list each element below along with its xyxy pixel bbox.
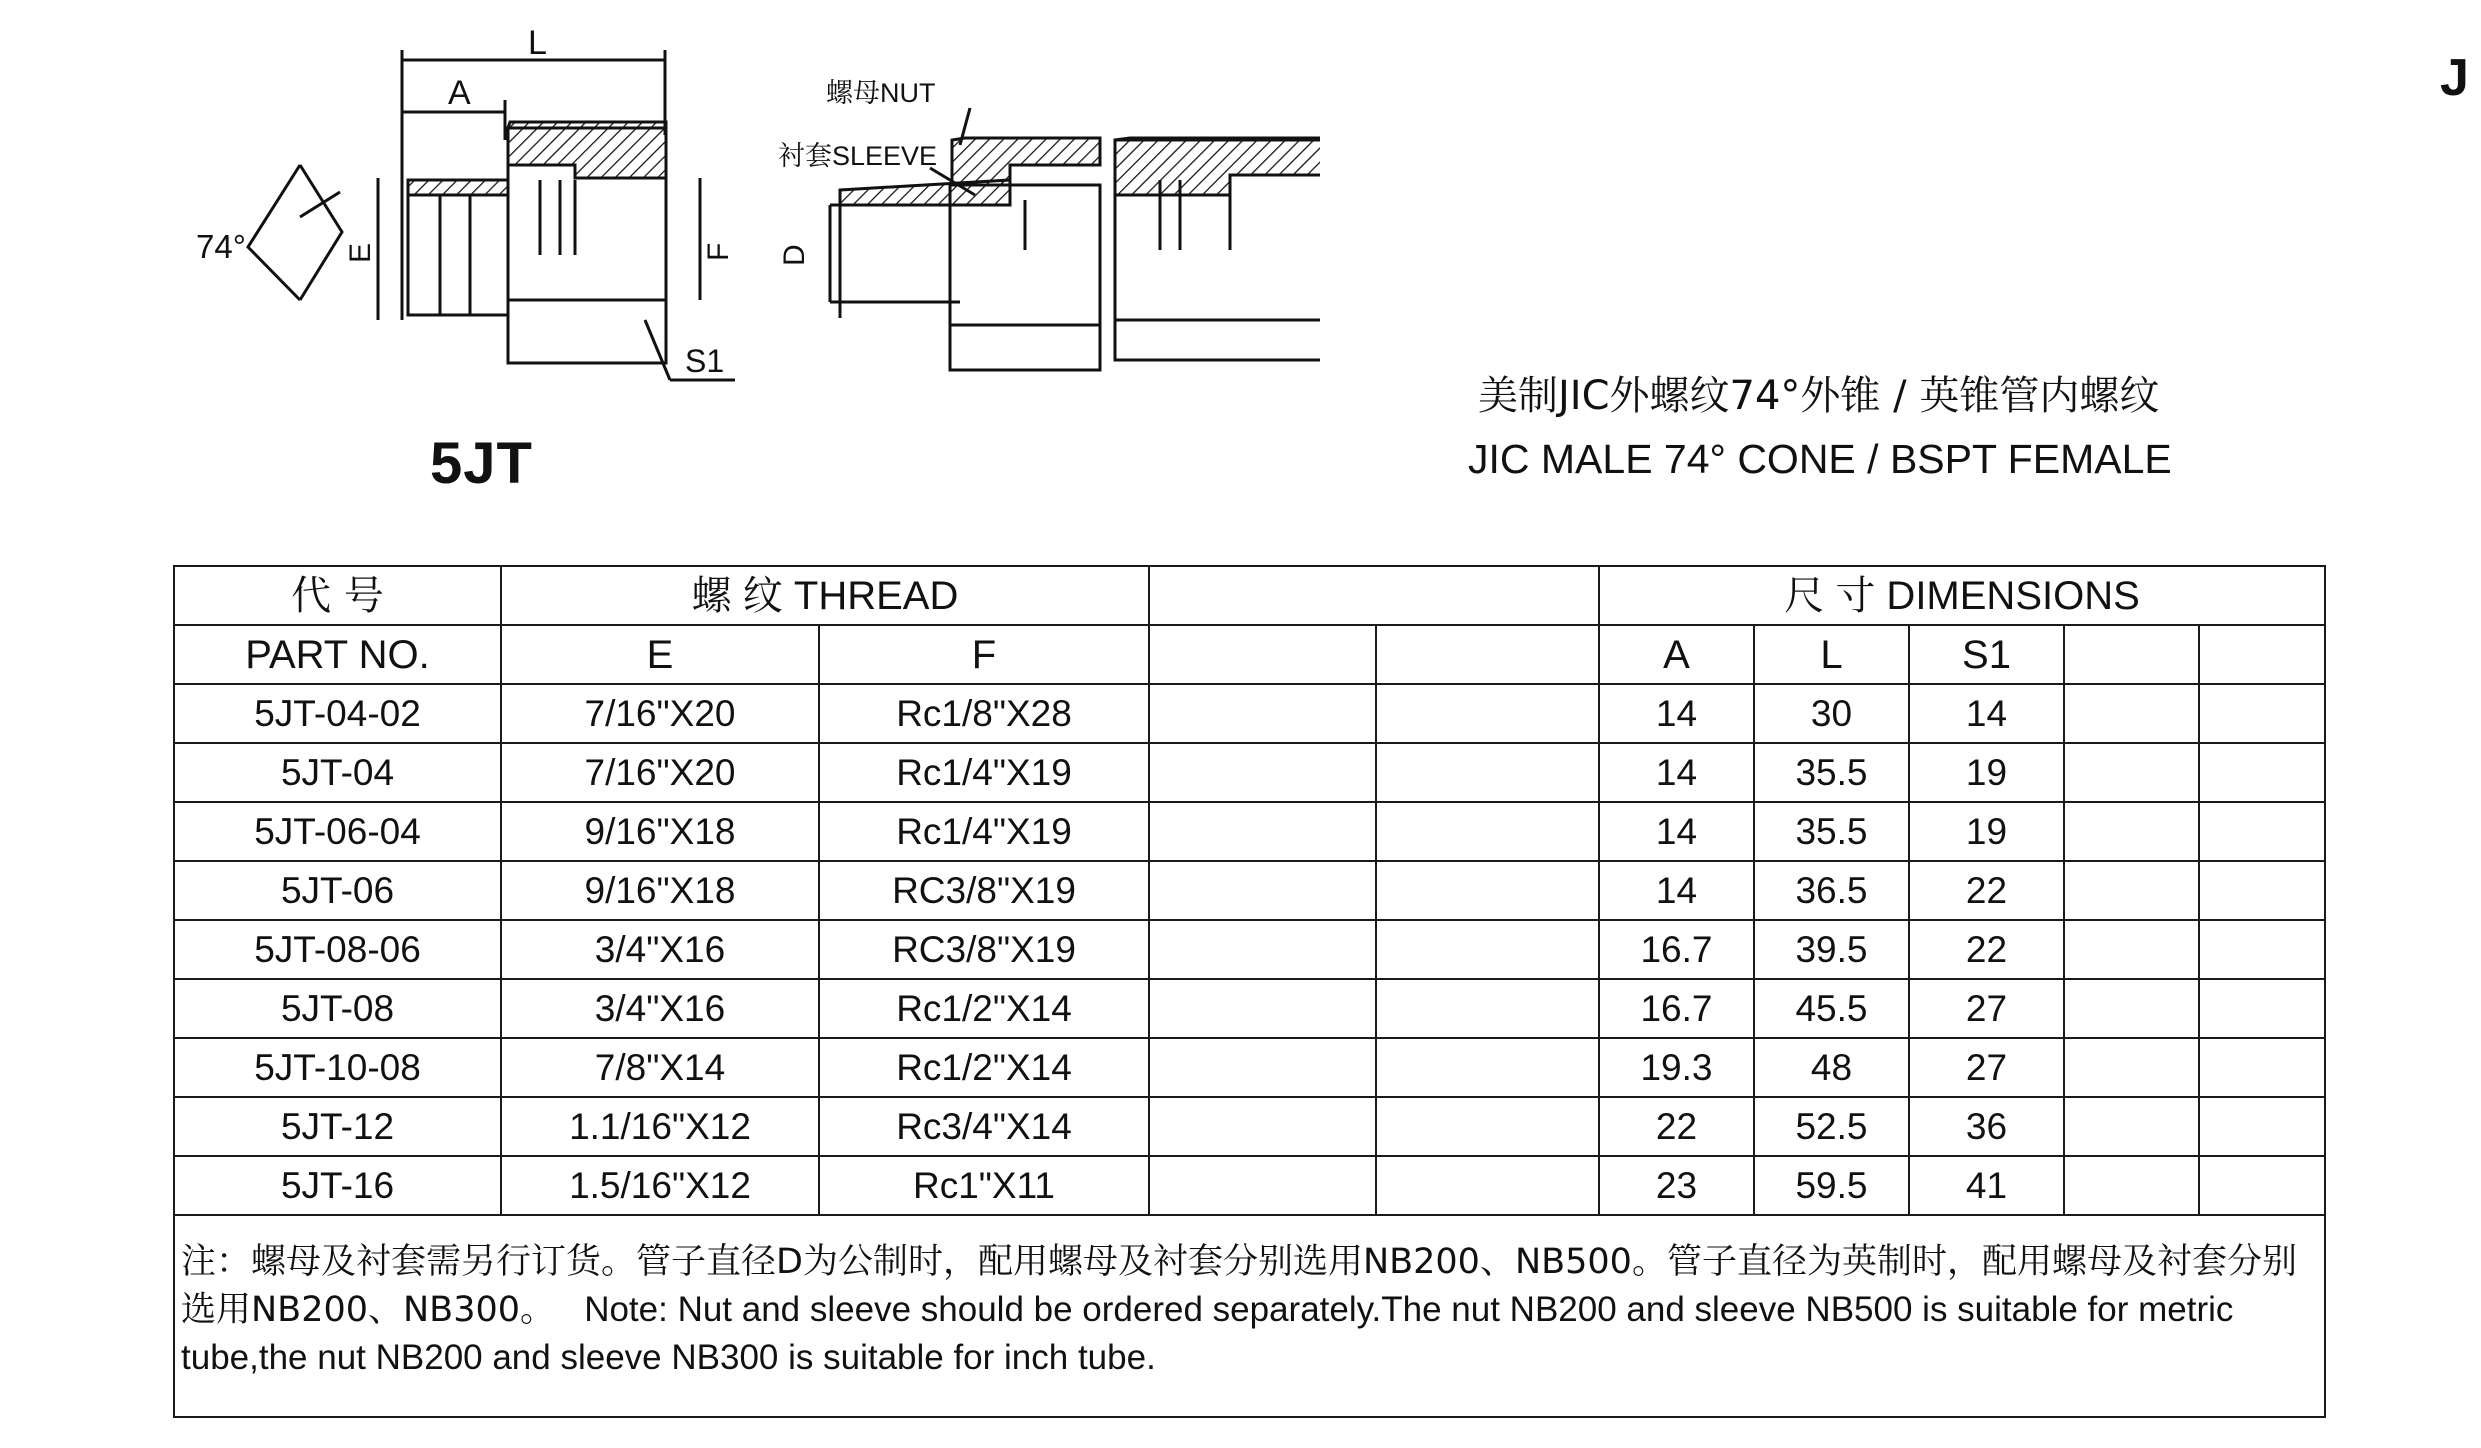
cell-blank (2199, 920, 2325, 979)
table-row (174, 1156, 2325, 1215)
cell-a: 14 (1599, 802, 1754, 861)
cell-a: 14 (1599, 684, 1754, 743)
cell-blank (2064, 802, 2199, 861)
cell-s1: 19 (1909, 802, 2064, 861)
table-row (174, 743, 2325, 802)
cell-blank (1376, 920, 1599, 979)
sleeve-label: 衬套SLEEVE (778, 141, 938, 171)
cell-e: 9/16"X18 (501, 861, 819, 920)
dim-label-e: E (344, 242, 377, 263)
cell-l: 35.5 (1754, 802, 1909, 861)
cell-e: 9/16"X18 (501, 802, 819, 861)
cell-s1: 19 (1909, 743, 2064, 802)
cell-blank (2199, 1097, 2325, 1156)
cell-l: 59.5 (1754, 1156, 1909, 1215)
header-blank-4 (2199, 625, 2325, 684)
cell-part: 5JT-04-02 (174, 684, 501, 743)
cell-blank (2064, 1097, 2199, 1156)
table-row (174, 1097, 2325, 1156)
cell-blank (2064, 684, 2199, 743)
cell-blank (1376, 743, 1599, 802)
cell-blank (2064, 920, 2199, 979)
dim-label-l: L (528, 24, 547, 62)
cell-blank (1376, 1156, 1599, 1215)
header-dimensions: 尺 寸 DIMENSIONS (1599, 566, 2325, 625)
table-header-row-2 (174, 625, 2325, 684)
header-blank-1 (1149, 625, 1376, 684)
cell-l: 35.5 (1754, 743, 1909, 802)
header-col-e: E (501, 625, 819, 684)
cell-e: 7/8"X14 (501, 1038, 819, 1097)
cell-l: 39.5 (1754, 920, 1909, 979)
dim-label-s1: S1 (685, 343, 725, 379)
header-col-f: F (819, 625, 1149, 684)
cell-e: 3/4"X16 (501, 920, 819, 979)
cell-f: RC3/8"X19 (819, 861, 1149, 920)
cell-s1: 27 (1909, 1038, 2064, 1097)
header-col-l: L (1754, 625, 1909, 684)
cell-a: 16.7 (1599, 920, 1754, 979)
cell-a: 22 (1599, 1097, 1754, 1156)
cell-blank (1149, 1156, 1376, 1215)
cell-s1: 27 (1909, 979, 2064, 1038)
cell-e: 3/4"X16 (501, 979, 819, 1038)
cell-blank (2199, 802, 2325, 861)
table-row (174, 802, 2325, 861)
table-note (174, 1215, 2325, 1417)
cell-part: 5JT-12 (174, 1097, 501, 1156)
cell-blank (1376, 1038, 1599, 1097)
cell-a: 14 (1599, 743, 1754, 802)
cell-f: Rc1"X11 (819, 1156, 1149, 1215)
cell-s1: 22 (1909, 920, 2064, 979)
table-row (174, 861, 2325, 920)
dim-label-a: A (448, 74, 471, 112)
cell-s1: 14 (1909, 684, 2064, 743)
cell-e: 7/16"X20 (501, 684, 819, 743)
fitting-drawing-5jt (0, 0, 760, 440)
cell-blank (1376, 802, 1599, 861)
header-col-a: A (1599, 625, 1754, 684)
header-part-cn: 代 号 (174, 566, 501, 625)
cell-s1: 41 (1909, 1156, 2064, 1215)
cell-f: Rc1/4"X19 (819, 743, 1149, 802)
cell-blank (1376, 684, 1599, 743)
table-row (174, 920, 2325, 979)
note-english: Note: Nut and sleeve should be ordered separately.The nut NB200 and sleeve NB500 is suitable for metric tube,the nut NB200 and sleeve NB300 is suitable for inch tube. (181, 1290, 2234, 1377)
cell-l: 36.5 (1754, 861, 1909, 920)
cell-l: 52.5 (1754, 1097, 1909, 1156)
title-english: JIC MALE 74° CONE / BSPT FEMALE (1468, 436, 2172, 482)
model-code: 5JT (430, 431, 533, 496)
cell-blank (1149, 802, 1376, 861)
cell-l: 30 (1754, 684, 1909, 743)
cell-blank (2064, 743, 2199, 802)
cell-l: 48 (1754, 1038, 1909, 1097)
table-header-row-1 (174, 566, 2325, 625)
cell-e: 7/16"X20 (501, 743, 819, 802)
section-letter: J (2440, 49, 2469, 107)
cell-f: Rc1/2"X14 (819, 1038, 1149, 1097)
dim-label-f: F (702, 242, 735, 261)
cell-blank (1376, 1097, 1599, 1156)
table-note-row (174, 1215, 2325, 1417)
header-empty (1149, 566, 1599, 625)
cell-blank (2064, 861, 2199, 920)
cell-part: 5JT-04 (174, 743, 501, 802)
cell-part: 5JT-16 (174, 1156, 501, 1215)
cell-blank (1149, 979, 1376, 1038)
table-row (174, 979, 2325, 1038)
nut-label: 螺母NUT (826, 78, 936, 108)
cell-e: 1.1/16"X12 (501, 1097, 819, 1156)
title-chinese: 美制JIC外螺纹74°外锥 / 英锥管内螺纹 (1478, 373, 2160, 419)
cell-f: RC3/8"X19 (819, 920, 1149, 979)
cell-blank (2064, 979, 2199, 1038)
cell-part: 5JT-08 (174, 979, 501, 1038)
cell-l: 45.5 (1754, 979, 1909, 1038)
header-part-en: PART NO. (174, 625, 501, 684)
cell-blank (1149, 920, 1376, 979)
cell-e: 1.5/16"X12 (501, 1156, 819, 1215)
header-col-s1: S1 (1909, 625, 2064, 684)
cell-part: 5JT-06 (174, 861, 501, 920)
note-chinese: 注：螺母及衬套需另行订货。管子直径D为公制时，配用螺母及衬套分别选用NB200、NB500。管子直径为英制时，配用螺母及衬套分别选用NB200、NB300。 (181, 1242, 2297, 1330)
cell-a: 16.7 (1599, 979, 1754, 1038)
cell-blank (1149, 1038, 1376, 1097)
cell-blank (1149, 1097, 1376, 1156)
cell-blank (2064, 1156, 2199, 1215)
cell-s1: 36 (1909, 1097, 2064, 1156)
cell-blank (1149, 861, 1376, 920)
cell-blank (2064, 1038, 2199, 1097)
cell-f: Rc1/8"X28 (819, 684, 1149, 743)
cell-part: 5JT-08-06 (174, 920, 501, 979)
cell-f: Rc3/4"X14 (819, 1097, 1149, 1156)
cell-s1: 22 (1909, 861, 2064, 920)
header-blank-3 (2064, 625, 2199, 684)
cell-blank (1376, 979, 1599, 1038)
cell-blank (2199, 979, 2325, 1038)
header-thread: 螺 纹 THREAD (501, 566, 1149, 625)
cell-blank (2199, 861, 2325, 920)
table-row (174, 684, 2325, 743)
header-blank-2 (1376, 625, 1599, 684)
cell-part: 5JT-10-08 (174, 1038, 501, 1097)
cell-a: 23 (1599, 1156, 1754, 1215)
table-row (174, 1038, 2325, 1097)
cell-blank (1376, 861, 1599, 920)
cell-f: Rc1/2"X14 (819, 979, 1149, 1038)
dim-label-d: D (778, 244, 811, 266)
cell-blank (1149, 743, 1376, 802)
cell-a: 14 (1599, 861, 1754, 920)
spec-table (173, 565, 2326, 1418)
cell-blank (1149, 684, 1376, 743)
angle-label: 74° (196, 228, 246, 265)
cell-f: Rc1/4"X19 (819, 802, 1149, 861)
cell-a: 19.3 (1599, 1038, 1754, 1097)
cell-blank (2199, 743, 2325, 802)
cell-blank (2199, 684, 2325, 743)
cell-blank (2199, 1156, 2325, 1215)
assembly-drawing-nut-sleeve (760, 0, 1320, 440)
cell-blank (2199, 1038, 2325, 1097)
cell-part: 5JT-06-04 (174, 802, 501, 861)
